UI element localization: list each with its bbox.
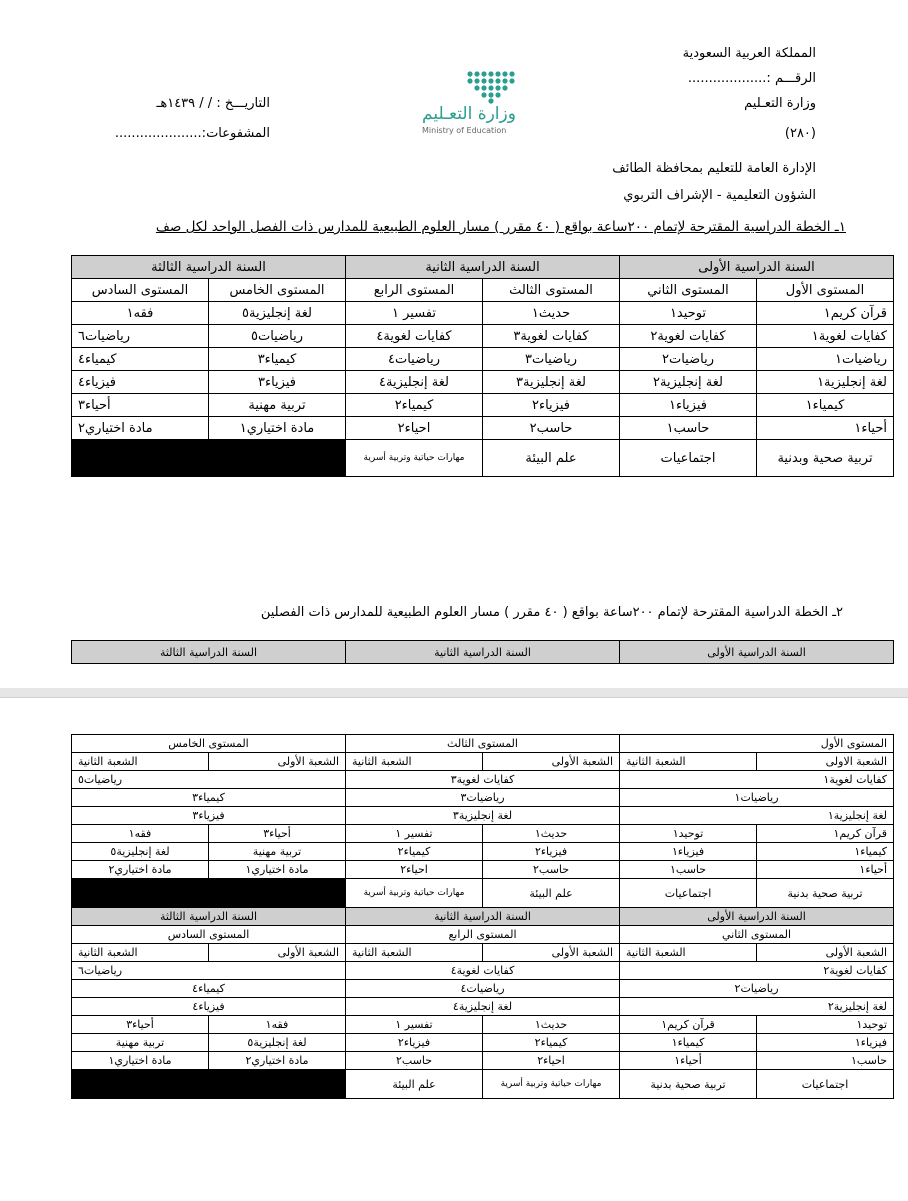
logo-arabic-text: وزارة التعـليم <box>422 104 516 124</box>
table-row <box>72 789 894 807</box>
kingdom-label: المملكة العربية السعودية <box>682 46 816 61</box>
table-cell: فقه١ <box>72 825 209 843</box>
section1-title: ١ـ الخطة الدراسية المقترحة لإتمام ٢٠٠ساعة بواقع ( ٤٠ مقرر ) مسار العلوم الطبيعية للمدارس ذات الفصل الواحد لكل صف <box>155 219 846 235</box>
level-header: المستوى الثاني <box>620 279 757 302</box>
section-header: الشعبة الثانية <box>620 753 757 771</box>
table-cell: فيزياء٢ <box>346 1034 483 1052</box>
table-cell: أحياء١ <box>757 417 894 440</box>
table-row <box>72 980 894 998</box>
level-header: المستوى الخامس <box>209 279 346 302</box>
merged-cell: فيزياء٤ <box>72 998 346 1016</box>
level-header: المستوى الثالث <box>483 279 620 302</box>
table-header-row <box>72 908 894 926</box>
level-header: المستوى الخامس <box>72 735 346 753</box>
year-header: السنة الدراسية الثانية <box>346 256 620 279</box>
table-cell: أحياء٣ <box>72 394 209 417</box>
ministry-label: وزارة التعـليم <box>744 96 816 111</box>
table-cell: تربية صحية بدنية <box>620 1070 757 1099</box>
table-cell: مادة اختياري١ <box>209 861 346 879</box>
document-page-2 <box>0 697 908 1201</box>
merged-cell: كفايات لغوية٣ <box>346 771 620 789</box>
table-cell: توحيد١ <box>620 302 757 325</box>
year-header: السنة الدراسية الأولى <box>620 256 894 279</box>
table-cell: أحياء١ <box>757 861 894 879</box>
level-header: المستوى السادس <box>72 279 209 302</box>
table-cell: فيزياء٤ <box>72 371 209 394</box>
table-cell: فيزياء٣ <box>209 371 346 394</box>
table-cell: لغة إنجليزية٢ <box>620 371 757 394</box>
table-cell: رياضيات٥ <box>209 325 346 348</box>
attachments-field: المشفوعات:..................... <box>114 126 270 141</box>
table-cell: حاسب١ <box>620 861 757 879</box>
table-header-row <box>72 256 894 279</box>
table-row <box>72 371 894 394</box>
table-cell: مهارات حياتية وتربية أسرية <box>346 879 483 908</box>
table-cell: حديث١ <box>483 825 620 843</box>
table-cell: اجتماعيات <box>620 440 757 477</box>
table-cell: احياء٢ <box>483 1052 620 1070</box>
ministry-logo-icon <box>418 66 528 106</box>
table-cell: تربية صحية بدنية <box>757 879 894 908</box>
merged-cell: رياضيات٤ <box>346 980 620 998</box>
section-header: الشعبة الأولى <box>757 944 894 962</box>
table-cell: كيمياء٢ <box>483 1034 620 1052</box>
merged-cell: كفايات لغوية٤ <box>346 962 620 980</box>
date-field: التاريـــخ : / / ١٤٣٩هـ <box>156 96 270 111</box>
page-separator <box>0 688 908 697</box>
table-cell: تفسير ١ <box>346 825 483 843</box>
table-cell: حاسب٢ <box>483 417 620 440</box>
table-row <box>72 1070 894 1099</box>
table-cell: قرآن كريم١ <box>757 825 894 843</box>
merged-cell: رياضيات٢ <box>620 980 894 998</box>
table-cell: كيمياء٢ <box>346 394 483 417</box>
table-cell: مادة اختياري١ <box>209 417 346 440</box>
table-row <box>72 1016 894 1034</box>
redacted-block <box>72 440 346 477</box>
merged-cell: رياضيات١ <box>620 789 894 807</box>
level-header: المستوى السادس <box>72 926 346 944</box>
department-label: الإدارة العامة للتعليم بمحافظة الطائف <box>612 161 816 176</box>
table-cell: كفايات لغوية٣ <box>483 325 620 348</box>
logo-english-text: Ministry of Education <box>422 126 507 135</box>
section-header: الشعبة الثانية <box>346 753 483 771</box>
levels-row <box>72 735 894 753</box>
year-header: السنة الدراسية الثالثة <box>72 256 346 279</box>
table-cell: رياضيات٦ <box>72 325 209 348</box>
table-cell: لغة إنجليزية٥ <box>209 1034 346 1052</box>
table-cell: رياضيات١ <box>757 348 894 371</box>
table-cell: لغة إنجليزية١ <box>757 371 894 394</box>
table-cell: مادة اختياري٢ <box>72 417 209 440</box>
sections-row <box>72 944 894 962</box>
table-cell: كيمياء١ <box>757 394 894 417</box>
table-row <box>72 962 894 980</box>
table-row <box>72 1034 894 1052</box>
year-header: السنة الدراسية الثانية <box>346 908 620 926</box>
table-cell: تربية مهنية <box>209 394 346 417</box>
year-header: السنة الدراسية الثانية <box>346 641 620 664</box>
reference-number: الرقـــم :................... <box>687 71 816 86</box>
level-header: المستوى الأول <box>620 735 894 753</box>
table-cell: احياء٢ <box>346 861 483 879</box>
table-cell: احياء٢ <box>346 417 483 440</box>
table-cell: كيمياء١ <box>757 843 894 861</box>
section-header: الشعبة الثانية <box>620 944 757 962</box>
merged-cell: لغة إنجليزية٤ <box>346 998 620 1016</box>
table-row <box>72 394 894 417</box>
section-header: الشعبة الأولى <box>209 753 346 771</box>
section1-plan-table <box>71 255 894 477</box>
table-cell: رياضيات٢ <box>620 348 757 371</box>
merged-cell: لغة إنجليزية١ <box>620 807 894 825</box>
table-cell: علم البيئة <box>483 440 620 477</box>
year-header: السنة الدراسية الثالثة <box>72 908 346 926</box>
merged-cell: كفايات لغوية٢ <box>620 962 894 980</box>
table-cell: كفايات لغوية١ <box>757 325 894 348</box>
table-cell: أحياء١ <box>620 1052 757 1070</box>
table-cell: حديث١ <box>483 1016 620 1034</box>
section-header: الشعبة الثانية <box>72 944 209 962</box>
table-cell: حاسب١ <box>757 1052 894 1070</box>
level-header: المستوى الرابع <box>346 926 620 944</box>
table-cell: علم البيئة <box>346 1070 483 1099</box>
table-cell: رياضيات٤ <box>346 348 483 371</box>
year-header: السنة الدراسية الثالثة <box>72 641 346 664</box>
table-row <box>72 325 894 348</box>
table-row <box>72 348 894 371</box>
table-cell: لغة إنجليزية٥ <box>209 302 346 325</box>
table-cell: حاسب١ <box>620 417 757 440</box>
table-cell: تربية مهنية <box>209 843 346 861</box>
table-row <box>72 440 894 477</box>
merged-cell: كيمياء٤ <box>72 980 346 998</box>
table-row <box>72 825 894 843</box>
sections-row <box>72 753 894 771</box>
merged-cell: كيمياء٣ <box>72 789 346 807</box>
table-header-row <box>72 641 894 664</box>
table-cell: حاسب٢ <box>346 1052 483 1070</box>
table-row <box>72 417 894 440</box>
merged-cell: رياضيات٥ <box>72 771 346 789</box>
section-header: الشعبة الاولى <box>757 753 894 771</box>
table-cell: أحياء٣ <box>72 1016 209 1034</box>
table-cell: كفايات لغوية٢ <box>620 325 757 348</box>
section-header: الشعبة الأولى <box>483 753 620 771</box>
table-cell: حديث١ <box>483 302 620 325</box>
table-cell: فقه١ <box>72 302 209 325</box>
table-cell: قرآن كريم١ <box>620 1016 757 1034</box>
table-cell: كفايات لغوية٤ <box>346 325 483 348</box>
table-cell: فيزياء٢ <box>483 394 620 417</box>
table-cell: مادة اختياري١ <box>72 1052 209 1070</box>
section-header: الشعبة الأولى <box>483 944 620 962</box>
affairs-label: الشؤون التعليمية - الإشراف التربوي <box>623 188 816 203</box>
table-cell: كيمياء٢ <box>346 843 483 861</box>
table-cell: حاسب٢ <box>483 861 620 879</box>
table-cell: كيمياء٣ <box>209 348 346 371</box>
table-cell: فقه١ <box>209 1016 346 1034</box>
table-cell: قرآن كريم١ <box>757 302 894 325</box>
table-cell: توحيد١ <box>620 825 757 843</box>
table-cell: فيزياء١ <box>620 394 757 417</box>
merged-cell: رياضيات٣ <box>346 789 620 807</box>
table-row <box>72 807 894 825</box>
table-row <box>72 843 894 861</box>
section-header: الشعبة الأولى <box>209 944 346 962</box>
table-cell: علم البيئة <box>483 879 620 908</box>
table-cell: لغة إنجليزية٤ <box>346 371 483 394</box>
year-header: السنة الدراسية الأولى <box>620 908 894 926</box>
level-header: المستوى الثالث <box>346 735 620 753</box>
table-cell: فيزياء٢ <box>483 843 620 861</box>
table-cell: مهارات حياتية وتربية أسرية <box>346 440 483 477</box>
merged-cell: رياضيات٦ <box>72 962 346 980</box>
ministry-logo <box>418 66 528 146</box>
table-row <box>72 1052 894 1070</box>
table-cell: تفسير ١ <box>346 302 483 325</box>
table-row <box>72 861 894 879</box>
level-header: المستوى الرابع <box>346 279 483 302</box>
table-row <box>72 998 894 1016</box>
year-header: السنة الدراسية الأولى <box>620 641 894 664</box>
table-cell: كيمياء٤ <box>72 348 209 371</box>
two-section-plan-table <box>71 734 894 1099</box>
redacted-block <box>72 1070 346 1099</box>
level-header: المستوى الأول <box>757 279 894 302</box>
table-row <box>72 879 894 908</box>
merged-cell: فيزياء٣ <box>72 807 346 825</box>
merged-cell: لغة إنجليزية٢ <box>620 998 894 1016</box>
section-header: الشعبة الثانية <box>346 944 483 962</box>
table-cell: فيزياء١ <box>620 843 757 861</box>
document-number: (٢٨٠) <box>784 126 816 141</box>
merged-cell: لغة إنجليزية٣ <box>346 807 620 825</box>
table-cell: فيزياء١ <box>757 1034 894 1052</box>
levels-row <box>72 926 894 944</box>
table-cell: تربية صحية وبدنية <box>757 440 894 477</box>
table-cell: أحياء٣ <box>209 825 346 843</box>
levels-row <box>72 279 894 302</box>
table-cell: توحيد١ <box>757 1016 894 1034</box>
table-cell: رياضيات٣ <box>483 348 620 371</box>
merged-cell: كفايات لغوية١ <box>620 771 894 789</box>
level-header: المستوى الثاني <box>620 926 894 944</box>
section2-title: ٢ـ الخطة الدراسية المقترحة لإتمام ٢٠٠ساعة بواقع ( ٤٠ مقرر ) مسار العلوم الطبيعية للمدارس ذات الفصلين <box>260 605 843 620</box>
table-row <box>72 771 894 789</box>
table-cell: كيمياء١ <box>620 1034 757 1052</box>
table-cell: تفسير ١ <box>346 1016 483 1034</box>
table-cell: اجتماعيات <box>757 1070 894 1099</box>
table-cell: مادة اختياري٢ <box>72 861 209 879</box>
section-header: الشعبة الثانية <box>72 753 209 771</box>
table-cell: مهارات حياتية وتربية أسرية <box>483 1070 620 1099</box>
table-cell: اجتماعيات <box>620 879 757 908</box>
table-cell: لغة إنجليزية٥ <box>72 843 209 861</box>
redacted-block <box>72 879 346 908</box>
table-cell: لغة إنجليزية٣ <box>483 371 620 394</box>
table-cell: مادة اختياري٢ <box>209 1052 346 1070</box>
table-row <box>72 302 894 325</box>
section2-header-table <box>71 640 894 664</box>
table-cell: تربية مهنية <box>72 1034 209 1052</box>
